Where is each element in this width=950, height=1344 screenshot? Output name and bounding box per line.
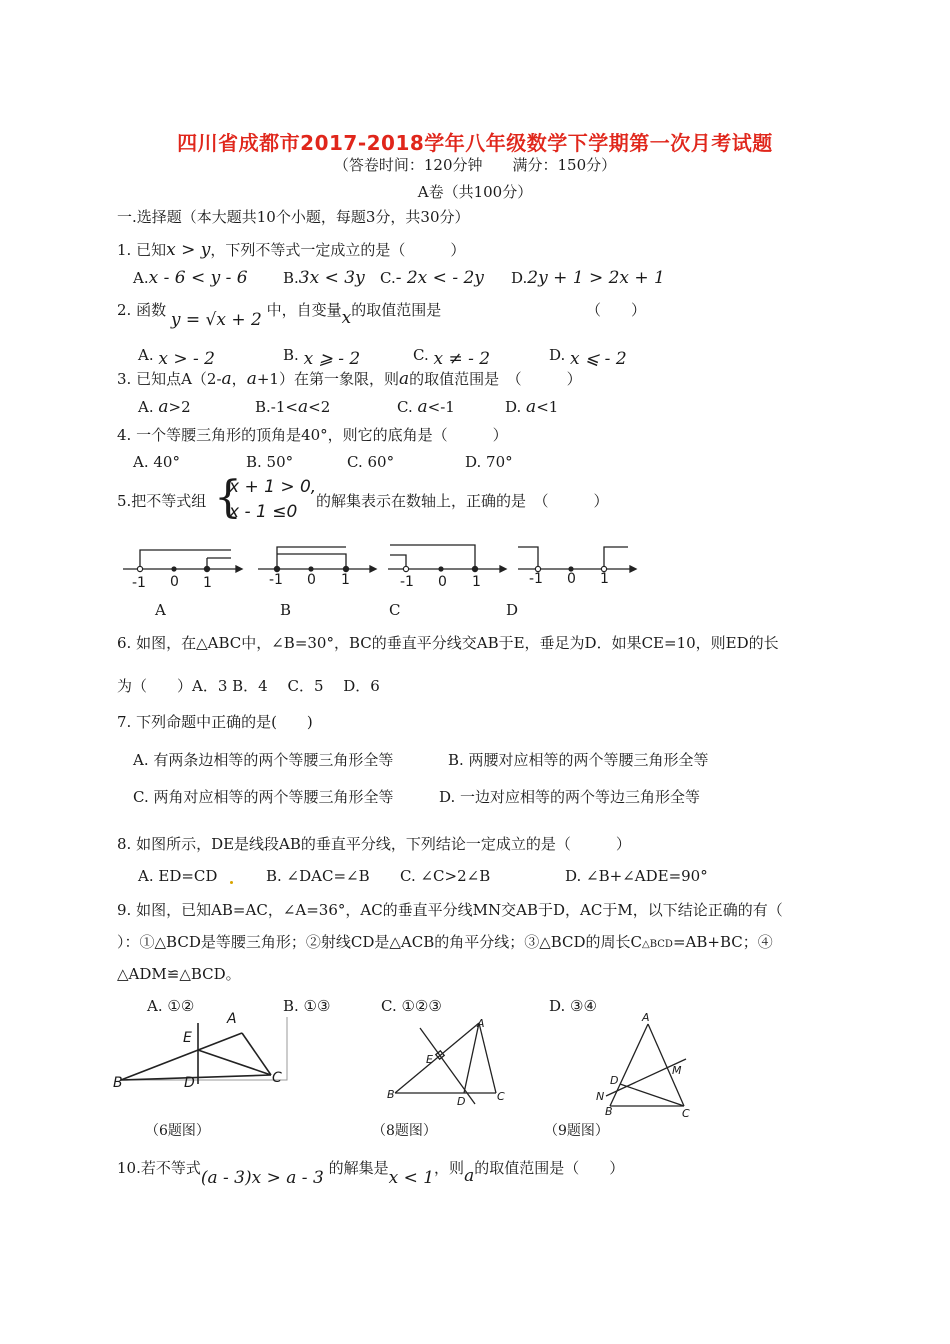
- fig8-caption: （8题图）: [372, 1123, 437, 1139]
- fig6-label-e: E: [183, 1030, 192, 1046]
- stray-mark: [230, 881, 233, 884]
- q1-option-d: D.2y + 1 > 2x + 1: [511, 268, 665, 288]
- q8-option-a: A. ED=CD: [138, 867, 218, 885]
- q8-option-c: C. ∠C>2∠B: [400, 867, 491, 885]
- fig9-label-d: D: [610, 1074, 619, 1087]
- q3-option-d: D. a<1: [505, 397, 559, 417]
- q6-stem-line1: 6. 如图，在△ABC中，∠B=30°，BC的垂直平分线交AB于E，垂足为D．如果CE=10，则ED的长: [117, 634, 779, 652]
- tick-label-a-neg1: -1: [132, 575, 146, 591]
- q5-stem-pre: 5.把不等式组: [117, 492, 207, 510]
- page-title: 四川省成都市2017-2018学年八年级数学下学期第一次月考试题: [177, 131, 773, 155]
- tick-label-c-1: 1: [472, 574, 481, 590]
- q2-option-c: C. x ≠ - 2: [413, 346, 491, 369]
- q7-option-b: B. 两腰对应相等的两个等腰三角形全等: [448, 751, 709, 769]
- q1-option-a: A.x - 6 < y - 6: [133, 268, 248, 288]
- q5-label-c: C: [389, 601, 401, 619]
- q3-option-a: A. a>2: [138, 397, 191, 417]
- q2-option-a: A. x > - 2: [138, 346, 215, 369]
- q2-paren: （ ）: [586, 301, 647, 319]
- q9-option-a: A. ①②: [147, 997, 195, 1015]
- q9-stem-line2: ）：①△BCD是等腰三角形；②射线CD是△ACB的角平分线；③△BCD的周长C△BCD=AB+BC；④: [117, 933, 773, 951]
- figure-6-diagram: [112, 1012, 292, 1094]
- tick-label-b-1: 1: [341, 572, 350, 588]
- q1-option-c: C.- 2x < - 2y: [380, 268, 484, 288]
- q4-option-d: D. 70°: [465, 453, 513, 471]
- part1-header: 一.选择题（本大题共10个小题，每题3分，共30分）: [117, 208, 470, 226]
- q4-option-a: A. 40°: [133, 453, 180, 471]
- fig8-label-d: D: [457, 1095, 466, 1108]
- q9-option-d: D. ③④: [549, 997, 597, 1015]
- exam-info: （答卷时间：120分钟 满分：150分）: [333, 156, 617, 174]
- figure-9-diagram: [592, 1014, 702, 1114]
- q1-option-b: B.3x < 3y: [283, 268, 365, 288]
- fig9-caption: （9题图）: [544, 1123, 609, 1139]
- fig9-label-a: A: [642, 1011, 650, 1024]
- q7-option-d: D. 一边对应相等的两个等边三角形全等: [439, 788, 701, 806]
- tick-label-a-0: 0: [170, 574, 179, 590]
- q10-stem: 10.若不等式(a - 3)x > a - 3 的解集是x < 1，则a的取值范围是（ ）: [117, 1159, 625, 1188]
- q5-inequality-2: x - 1 ≤0: [229, 502, 298, 522]
- q1-stem: 1. 已知x > y，下列不等式一定成立的是（ ）: [117, 240, 466, 260]
- q7-option-a: A. 有两条边相等的两个等腰三角形全等: [133, 751, 394, 769]
- tick-label-c-0: 0: [438, 574, 447, 590]
- fig6-label-d: D: [184, 1075, 195, 1091]
- q2-stem: 2. 函数 y = √x + 2 中，自变量x的取值范围是: [117, 301, 442, 330]
- q5-inequality-1: x + 1 > 0,: [229, 477, 317, 497]
- q7-option-c: C. 两角对应相等的两个等腰三角形全等: [133, 788, 394, 806]
- fig8-label-b: B: [387, 1088, 395, 1101]
- q4-option-b: B. 50°: [246, 453, 294, 471]
- brace-symbol: {: [214, 472, 242, 523]
- tick-label-c-neg1: -1: [400, 574, 414, 590]
- q5-stem-post: 的解集表示在数轴上，正确的是 （ ）: [316, 492, 609, 510]
- fig9-label-n: N: [596, 1090, 605, 1103]
- fig8-label-a: A: [477, 1017, 485, 1030]
- tick-label-b-0: 0: [307, 572, 316, 588]
- fig6-label-a: A: [227, 1011, 237, 1027]
- tick-label-d-0: 0: [567, 571, 576, 587]
- q9-option-c: C. ①②③: [381, 997, 442, 1015]
- q3-stem: 3. 已知点A（2-a，a+1）在第一象限，则a的取值范围是 （ ）: [117, 369, 582, 389]
- section-a-header: A卷（共100分）: [417, 183, 533, 201]
- q9-stem-line3: △ADM≌△BCD。: [117, 965, 241, 983]
- fig6-caption: （6题图）: [145, 1123, 210, 1139]
- q9-stem-line1: 9. 如图，已知AB=AC，∠A=36°，AC的垂直平分线MN交AB于D，AC于M，以下结论正确的有（: [117, 901, 783, 919]
- tick-label-a-1: 1: [203, 575, 212, 591]
- fig8-label-c: C: [497, 1090, 505, 1103]
- q3-option-c: C. a<-1: [397, 397, 455, 417]
- fig9-label-b: B: [605, 1105, 613, 1118]
- fig8-label-e: E: [426, 1053, 433, 1066]
- fig6-label-c: C: [272, 1070, 282, 1086]
- q8-option-d: D. ∠B+∠ADE=90°: [565, 867, 708, 885]
- fig9-label-c: C: [682, 1107, 690, 1120]
- fig9-label-m: M: [672, 1064, 682, 1077]
- q9-option-b: B. ①③: [283, 997, 331, 1015]
- q2-option-d: D. x ⩽ - 2: [549, 346, 627, 369]
- q7-stem: 7. 下列命题中正确的是( ): [117, 713, 313, 731]
- q8-option-b: B. ∠DAC=∠B: [266, 867, 370, 885]
- q4-stem: 4. 一个等腰三角形的顶角是40°，则它的底角是（ ）: [117, 426, 508, 444]
- q8-stem: 8. 如图所示，DE是线段AB的垂直平分线，下列结论一定成立的是（ ）: [117, 835, 631, 853]
- q3-option-b: B.-1<a<2: [255, 397, 331, 417]
- q6-stem-line2: 为（ ）A．3 B．4 C．5 D．6: [117, 677, 380, 695]
- fig6-label-b: B: [113, 1075, 123, 1091]
- q5-label-d: D: [506, 601, 519, 619]
- q4-option-c: C. 60°: [347, 453, 395, 471]
- tick-label-b-neg1: -1: [269, 572, 283, 588]
- q2-option-b: B. x ⩾ - 2: [283, 346, 361, 369]
- q5-label-a: A: [155, 601, 166, 619]
- tick-label-d-neg1: -1: [529, 571, 543, 587]
- tick-label-d-1: 1: [600, 571, 609, 587]
- q5-label-b: B: [280, 601, 292, 619]
